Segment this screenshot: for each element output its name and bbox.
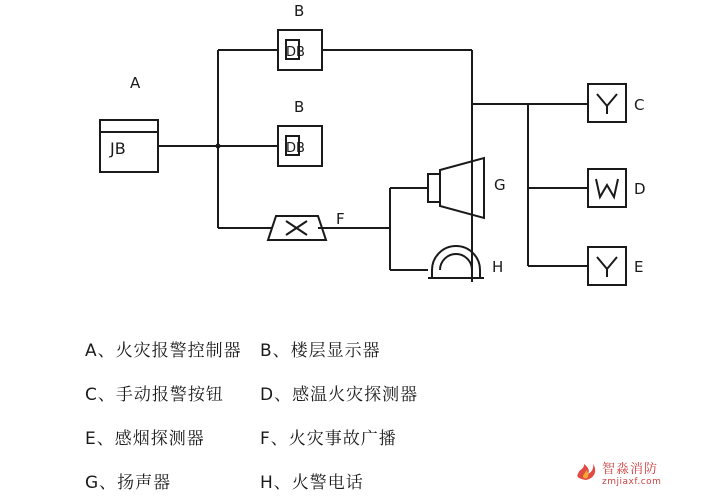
legend-item-d: D、感温火灾探测器 [260, 384, 419, 405]
legend-item-e: E、感烟探测器 [85, 428, 205, 449]
node-a-label: JB [110, 139, 126, 158]
legend-item-a: A、火灾报警控制器 [85, 340, 242, 361]
node-b2-label: DB [286, 141, 305, 156]
watermark [574, 456, 694, 500]
legend-item-h: H、火警电话 [260, 472, 364, 493]
node-d-box [588, 169, 626, 207]
node-e-y-top [597, 257, 617, 269]
watermark-url: zmjiaxf.com [602, 477, 662, 487]
legend-row [0, 370, 702, 414]
node-a-controller-box [100, 120, 158, 172]
tag-f: F [336, 210, 345, 228]
node-c-box [588, 84, 626, 122]
node-g-horn [440, 158, 484, 218]
legend-row [0, 326, 702, 370]
tag-c: C [634, 96, 645, 114]
node-h-inner-arc [440, 254, 472, 270]
legend-row [0, 414, 702, 458]
node-c-y-top [597, 94, 617, 106]
watermark-name: 智淼消防 [602, 462, 659, 477]
tag-g: G [494, 176, 506, 194]
legend-item-g: G、扬声器 [85, 472, 172, 493]
node-e-box [588, 247, 626, 285]
tag-b-upper: B [294, 2, 305, 20]
node-g-driver [428, 174, 440, 202]
tag-a: A [130, 74, 141, 92]
tag-d: D [634, 180, 646, 198]
legend-item-c: C、手动报警按钮 [85, 384, 224, 405]
tag-h: H [492, 258, 504, 276]
tag-b-lower: B [294, 98, 305, 116]
tag-e: E [634, 258, 644, 276]
node-b1-label: DB [286, 45, 305, 60]
node-d-w-glyph [596, 179, 618, 197]
legend-item-f: F、火灾事故广播 [260, 428, 397, 449]
flame-logo-icon [574, 458, 598, 482]
junction-a [216, 144, 221, 149]
legend-item-b: B、楼层显示器 [260, 340, 381, 361]
